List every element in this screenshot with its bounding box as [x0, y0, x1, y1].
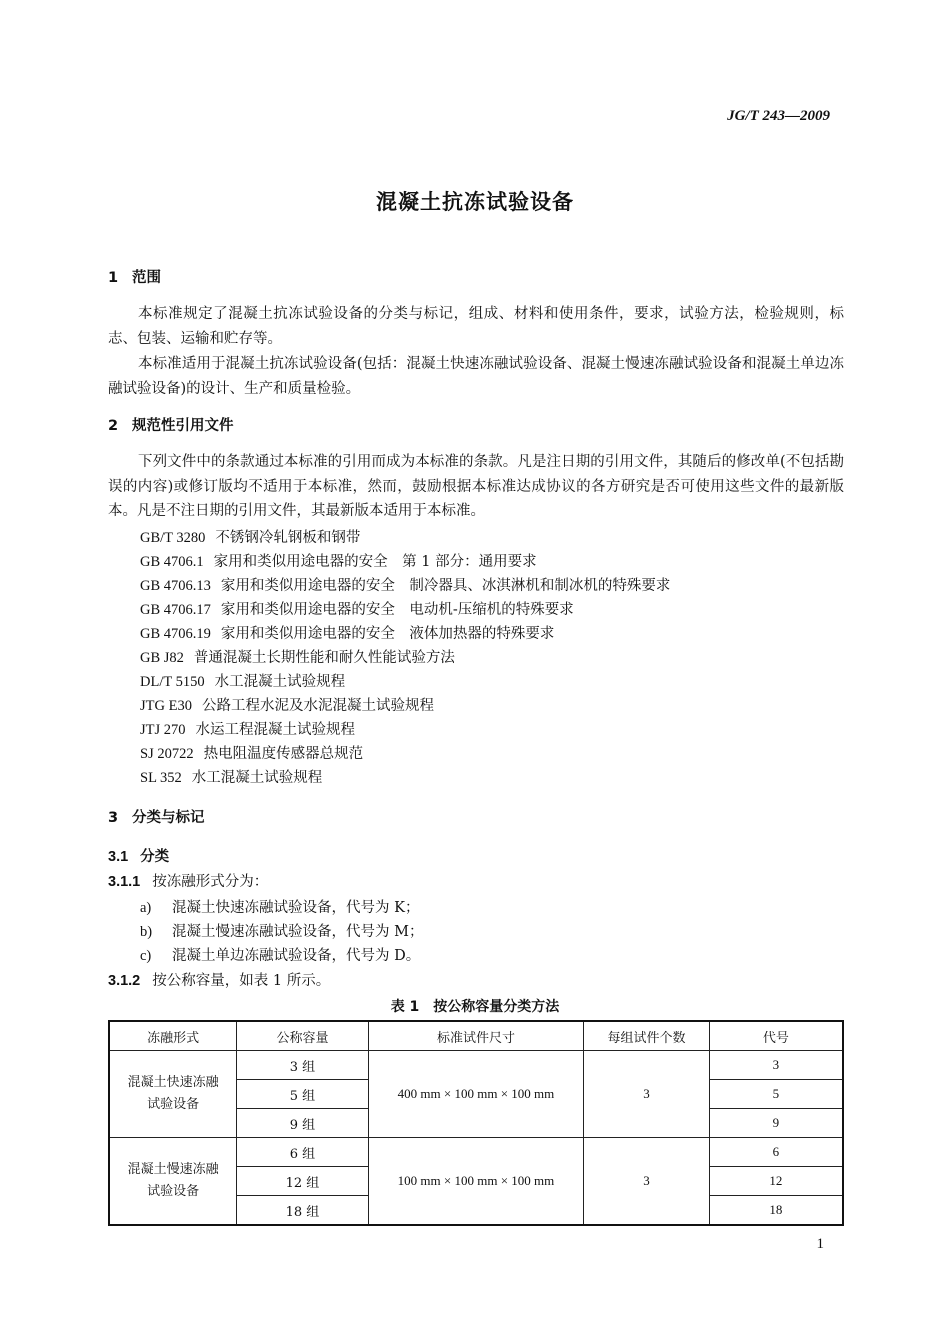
reference-code: GB 4706.1	[140, 554, 204, 570]
classification-table	[108, 1020, 844, 1226]
clause-text: 按冻融形式分为：	[152, 874, 269, 890]
reference-code: GB 4706.17	[140, 602, 211, 618]
specimen-count-cell: 3	[584, 1051, 710, 1138]
page-number: 1	[816, 1236, 824, 1252]
section-number: 2	[108, 418, 119, 434]
list-item	[140, 920, 423, 941]
code-cell: 9	[709, 1109, 843, 1138]
reference-title: 普通混凝土长期性能和耐久性能试验方法	[193, 650, 455, 666]
reference-title: 水运工程混凝土试验规程	[195, 722, 356, 738]
clause-3-1-1	[108, 870, 268, 891]
reference-item	[140, 598, 574, 619]
section-2-heading	[108, 414, 234, 435]
reference-item	[140, 766, 322, 787]
table-header-cell: 冻融形式	[109, 1021, 237, 1051]
section-1-paragraph-2: 本标准适用于混凝土抗冻试验设备(包括：混凝土快速冻融试验设备、混凝土慢速冻融试验设备和混凝土单边冻融试验设备)的设计、生产和质量检验。	[108, 356, 844, 397]
reference-item	[140, 694, 434, 715]
capacity-cell: 5 组	[237, 1080, 369, 1109]
document-title: 混凝土抗冻试验设备	[376, 190, 574, 214]
reference-title: 不锈钢冷轧钢板和钢带	[215, 530, 361, 546]
section-title: 范围	[132, 270, 161, 286]
reference-code: JTJ 270	[140, 722, 186, 738]
capacity-cell: 18 组	[237, 1196, 369, 1226]
reference-title: 家用和类似用途电器的安全 电动机-压缩机的特殊要求	[220, 602, 574, 618]
table-header-row	[109, 1021, 843, 1051]
freeze-thaw-form-cell: 混凝土快速冻融 试验设备	[109, 1051, 237, 1138]
reference-item	[140, 574, 670, 595]
list-text: 混凝土慢速冻融试验设备，代号为 M；	[172, 924, 424, 940]
list-marker: b)	[140, 924, 153, 940]
reference-item	[140, 550, 537, 571]
section-2-paragraph: 下列文件中的条款通过本标准的引用而成为本标准的条款。凡是注日期的引用文件，其随后的修改单(不包括勘误的内容)或修订版均不适用于本标准，然而，鼓励根据本标准达成协议的各方研究是否可使用这些文件的最新版本。凡是不注日期的引用文件，其最新版本适用于本标准。	[108, 454, 844, 519]
specimen-size-cell: 400 mm × 100 mm × 100 mm	[368, 1051, 583, 1138]
list-marker: c)	[140, 948, 152, 964]
reference-code: SL 352	[140, 770, 182, 786]
table-row	[109, 1051, 843, 1080]
subsection-3-1-heading	[108, 845, 169, 866]
capacity-cell: 3 组	[237, 1051, 369, 1080]
freeze-thaw-form-cell: 混凝土慢速冻融 试验设备	[109, 1138, 237, 1226]
reference-code: SJ 20722	[140, 746, 194, 762]
table-header-cell: 每组试件个数	[584, 1021, 710, 1051]
reference-code: JTG E30	[140, 698, 192, 714]
reference-code: GB J82	[140, 650, 184, 666]
reference-title: 家用和类似用途电器的安全 液体加热器的特殊要求	[220, 626, 555, 642]
list-text: 混凝土单边冻融试验设备，代号为 D。	[172, 948, 421, 964]
table-header-cell: 代号	[709, 1021, 843, 1051]
code-cell: 6	[709, 1138, 843, 1167]
specimen-count-cell: 3	[584, 1138, 710, 1226]
standard-code: JG/T 243—2009	[727, 108, 830, 124]
list-marker: a)	[140, 900, 152, 916]
section-title: 规范性引用文件	[132, 418, 234, 434]
reference-item	[140, 670, 345, 691]
reference-code: DL/T 5150	[140, 674, 205, 690]
section-1-paragraph-1: 本标准规定了混凝土抗冻试验设备的分类与标记，组成、材料和使用条件，要求，试验方法，检验规则，标志、包装、运输和贮存等。	[108, 306, 844, 347]
subsection-title: 分类	[140, 849, 170, 865]
reference-title: 水工混凝土试验规程	[191, 770, 323, 786]
code-cell: 12	[709, 1167, 843, 1196]
section-number: 1	[108, 270, 119, 286]
reference-item	[140, 526, 360, 547]
clause-number: 3.1.1	[108, 874, 141, 890]
reference-item	[140, 622, 554, 643]
list-item	[140, 896, 419, 917]
section-1-heading	[108, 266, 161, 287]
code-cell: 5	[709, 1080, 843, 1109]
reference-title: 家用和类似用途电器的安全 制冷器具、冰淇淋机和制冰机的特殊要求	[220, 578, 671, 594]
reference-code: GB 4706.13	[140, 578, 211, 594]
capacity-cell: 9 组	[237, 1109, 369, 1138]
section-number: 3	[108, 810, 119, 826]
reference-title: 公路工程水泥及水泥混凝土试验规程	[201, 698, 434, 714]
clause-text: 按公称容量，如表 1 所示。	[152, 973, 331, 989]
table-header-cell: 标准试件尺寸	[368, 1021, 583, 1051]
list-item	[140, 944, 420, 965]
reference-title: 家用和类似用途电器的安全 第 1 部分：通用要求	[213, 554, 537, 570]
capacity-cell: 6 组	[237, 1138, 369, 1167]
clause-number: 3.1.2	[108, 973, 141, 989]
capacity-cell: 12 组	[237, 1167, 369, 1196]
specimen-size-cell: 100 mm × 100 mm × 100 mm	[368, 1138, 583, 1226]
reference-code: GB 4706.19	[140, 626, 211, 642]
reference-code: GB/T 3280	[140, 530, 206, 546]
code-cell: 18	[709, 1196, 843, 1226]
code-cell: 3	[709, 1051, 843, 1080]
reference-title: 热电阻温度传感器总规范	[203, 746, 364, 762]
reference-item	[140, 742, 363, 763]
table-header-cell: 公称容量	[237, 1021, 369, 1051]
section-title: 分类与标记	[132, 810, 205, 826]
subsection-number: 3.1	[108, 849, 129, 865]
table-caption: 表 1 按公称容量分类方法	[390, 999, 560, 1015]
table-row	[109, 1138, 843, 1167]
list-text: 混凝土快速冻融试验设备，代号为 K；	[172, 900, 420, 916]
clause-3-1-2	[108, 969, 330, 990]
reference-item	[140, 646, 455, 667]
reference-item	[140, 718, 355, 739]
section-3-heading	[108, 806, 205, 827]
reference-title: 水工混凝土试验规程	[214, 674, 346, 690]
